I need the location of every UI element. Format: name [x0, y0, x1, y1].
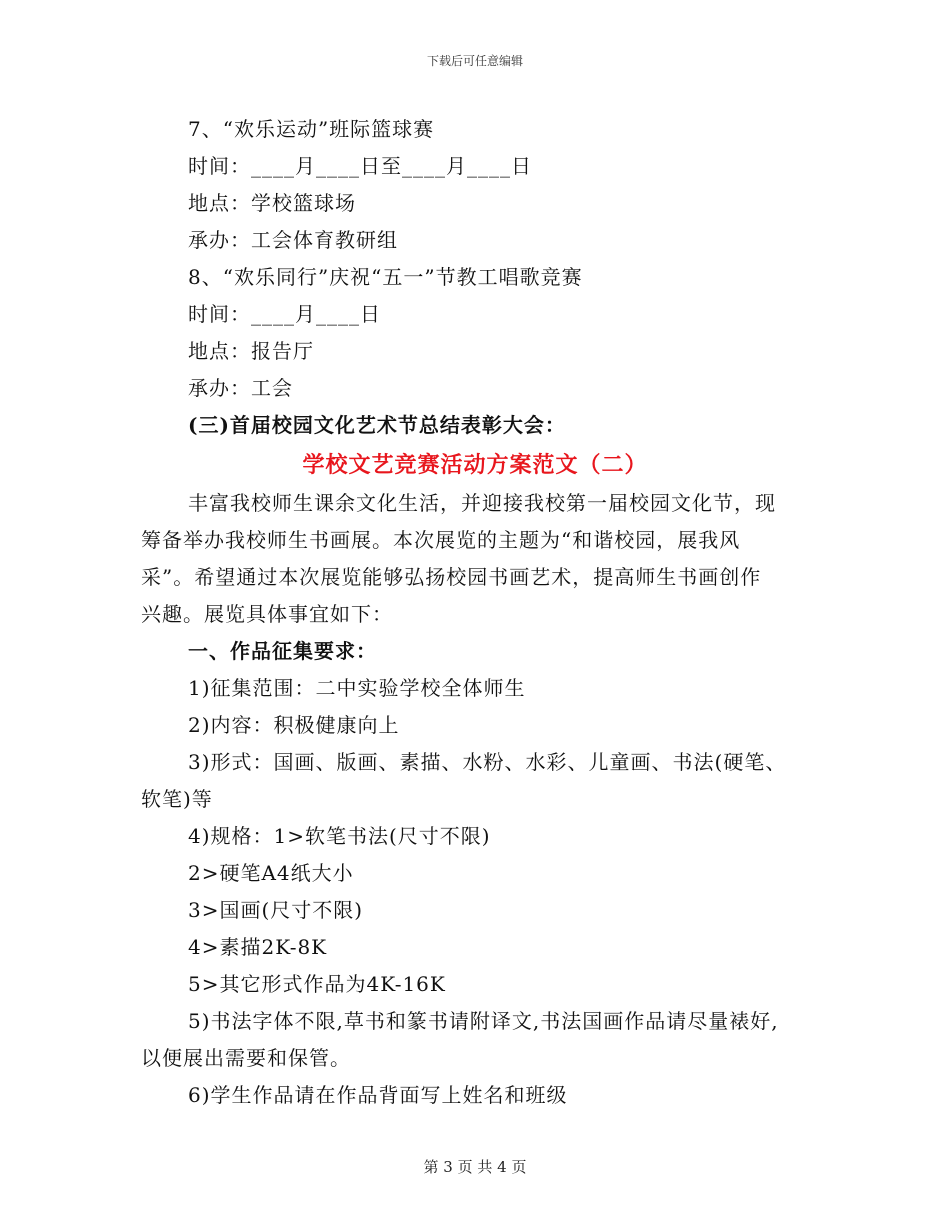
item-8-time: 时间：____月____日 [188, 302, 381, 326]
section-3-heading: (三)首届校园文化艺术节总结表彰大会： [188, 413, 566, 437]
intro-paragraph-line-3: 采”。希望通过本次展览能够弘扬校园书画艺术，提高师生书画创作 [141, 565, 762, 589]
page-header: 下载后可任意编辑 [426, 54, 523, 68]
item-7-time: 时间：____月____日至____月____日 [188, 154, 532, 178]
requirement-calligraphy-line-1: 5)书法字体不限,草书和篆书请附译文,书法国画作品请尽量裱好, [188, 1009, 779, 1033]
section-1-heading: 一、作品征集要求： [188, 639, 377, 663]
item-7-heading: 7、“欢乐运动”班际篮球赛 [188, 117, 435, 141]
intro-paragraph-line-1: 丰富我校师生课余文化生活，并迎接我校第一届校园文化节，现 [188, 491, 776, 515]
requirement-form-line-1: 3)形式：国画、版画、素描、水粉、水彩、儿童画、书法(硬笔、 [188, 750, 787, 774]
requirement-spec: 4)规格：1>软笔书法(尺寸不限) [188, 824, 491, 848]
intro-paragraph-line-2: 筹备举办我校师生书画展。本次展览的主题为“和谐校园，展我风 [141, 528, 741, 552]
item-8-place: 地点：报告厅 [188, 339, 314, 363]
item-7-place: 地点：学校篮球场 [188, 191, 356, 215]
spec-item-4: 4>素描2K-8K [188, 935, 328, 959]
requirement-form-line-2: 软笔)等 [141, 787, 213, 811]
spec-item-5: 5>其它形式作品为4K-16K [188, 972, 446, 996]
intro-paragraph-line-4: 兴趣。展览具体事宜如下： [141, 602, 393, 626]
spec-item-3: 3>国画(尺寸不限) [188, 898, 364, 922]
requirement-content: 2)内容：积极健康向上 [188, 713, 400, 737]
document-title: 学校文艺竞赛活动方案范文（二） [302, 452, 648, 478]
requirement-student-label: 6)学生作品请在作品背面写上姓名和班级 [188, 1083, 568, 1107]
spec-item-2: 2>硬笔A4纸大小 [188, 861, 354, 885]
item-8-heading: 8、“欢乐同行”庆祝“五一”节教工唱歌竞赛 [188, 265, 583, 289]
item-8-organizer: 承办：工会 [188, 376, 293, 400]
requirement-calligraphy-line-2: 以便展出需要和保管。 [141, 1046, 351, 1070]
item-7-organizer: 承办：工会体育教研组 [188, 228, 398, 252]
requirement-scope: 1)征集范围：二中实验学校全体师生 [188, 676, 526, 700]
page-footer: 第 3 页 共 4 页 [423, 1158, 527, 1176]
